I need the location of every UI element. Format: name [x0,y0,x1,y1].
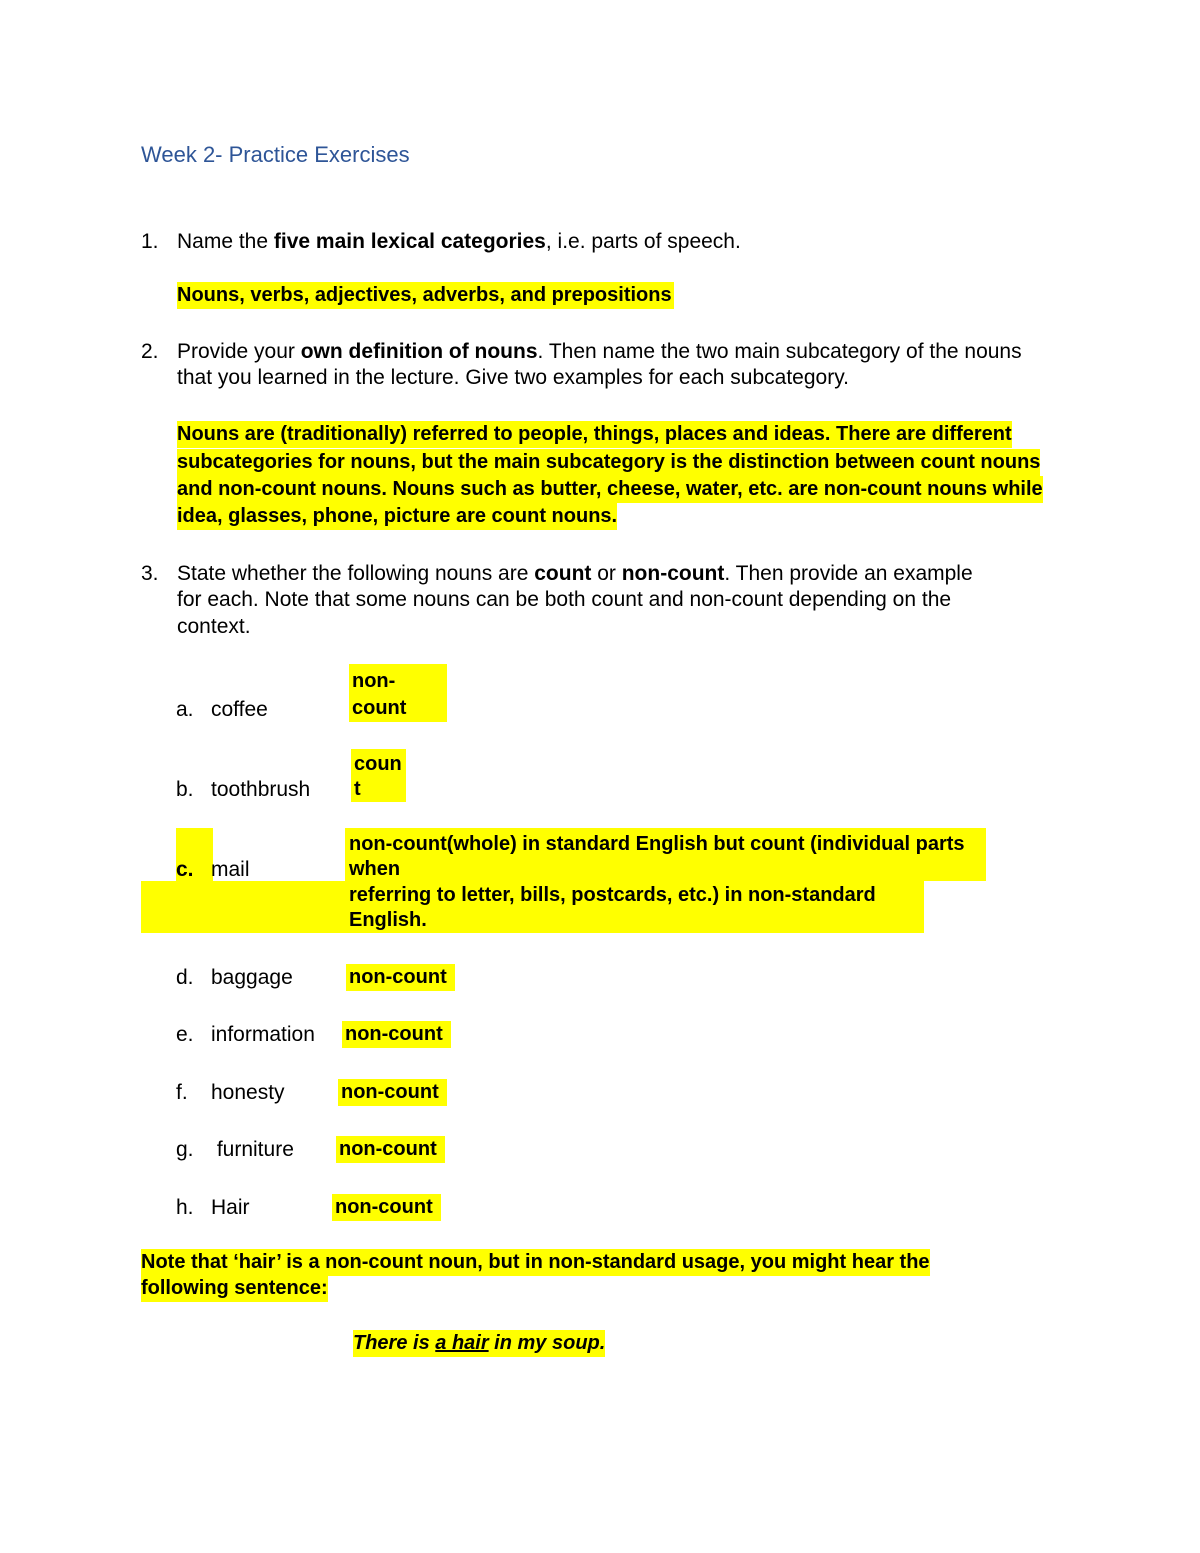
example-pre: There is [353,1332,436,1354]
q3-post: . Then provide an example [724,562,973,585]
q2-answer-line: and non-count nouns. Nouns such as butter, cheese, water, etc. are non-count nouns while [177,476,1043,503]
item-answer: non-count [346,964,455,991]
item-answer-line: count [352,697,407,719]
item-word: information [211,1023,315,1046]
item-answer-line: English. [349,909,427,931]
q3-text-line3: context. [177,615,251,638]
q3-pre: State whether the following nouns are [177,562,535,585]
note-line: following sentence: [141,1275,328,1302]
item-answer-line: non-count(whole) in standard English but count (individual parts [349,833,965,855]
item-answer-line: coun [354,753,402,775]
item-answer: non-count [336,1136,445,1163]
q2-number: 2. [141,340,159,363]
item-letter: c. [176,858,194,881]
item-answer-line: when [349,858,401,880]
item-answer-line: referring to letter, bills, postcards, etc.) in non-standard [349,884,876,906]
item-word: furniture [211,1138,294,1161]
q1-post: , i.e. parts of speech. [545,230,741,253]
item-answer-line: non- [352,670,396,692]
item-answer: non-count [342,1021,451,1048]
page-title: Week 2- Practice Exercises [141,142,410,167]
item-word: Hair [211,1196,250,1219]
q2-text-line1 [177,338,1022,365]
item-word: mail [211,858,250,881]
q1-pre: Name the [177,230,274,253]
item-letter: a. [176,698,194,721]
item-letter: d. [176,966,194,989]
item-letter: e. [176,1023,194,1046]
item-answer-line: t [354,778,361,800]
q1-answer: Nouns, verbs, adjectives, adverbs, and prepositions [177,282,674,309]
q2-pre: Provide your [177,340,301,363]
q1-text [177,228,741,255]
q2-answer-line: idea, glasses, phone, picture are count nouns. [177,503,617,530]
item-letter: f. [176,1081,188,1104]
q2-text-line2: that you learned in the lecture. Give two examples for each subcategory. [177,366,849,389]
item-answer: non-count [338,1079,447,1106]
q3-text-line2: for each. Note that some nouns can be both count and non-count depending on the [177,588,952,611]
note-line: Note that ‘hair’ is a non-count noun, but in non-standard usage, you might hear the [141,1249,930,1276]
q2-answer-line: Nouns are (traditionally) referred to people, things, places and ideas. There are different [177,421,1012,448]
q3-bold-noncount: non-count [621,562,725,585]
item-letter: g. [176,1138,194,1161]
q2-answer-line: subcategories for nouns, but the main subcategory is the distinction between count nouns [177,449,1040,476]
example-sentence [353,1330,605,1357]
q3-text-line1 [177,560,973,587]
q3-number: 3. [141,562,159,585]
item-word: honesty [211,1081,285,1104]
item-word: toothbrush [211,778,311,801]
q1-number: 1. [141,230,159,253]
item-letter: b. [176,778,194,801]
item-answer: non-count [332,1194,441,1221]
q3-mid: or [591,562,622,585]
q2-post: . Then name the two main subcategory of the nouns [537,340,1022,363]
item-word: coffee [211,698,268,721]
example-post: in my soup. [488,1332,606,1354]
item-letter: h. [176,1196,194,1219]
item-word: baggage [211,966,293,989]
q3-bold-count: count [534,562,592,585]
q1-bold: five main lexical categories [273,230,546,253]
q2-bold: own definition of nouns [300,340,538,363]
example-underlined: a hair [435,1332,489,1354]
